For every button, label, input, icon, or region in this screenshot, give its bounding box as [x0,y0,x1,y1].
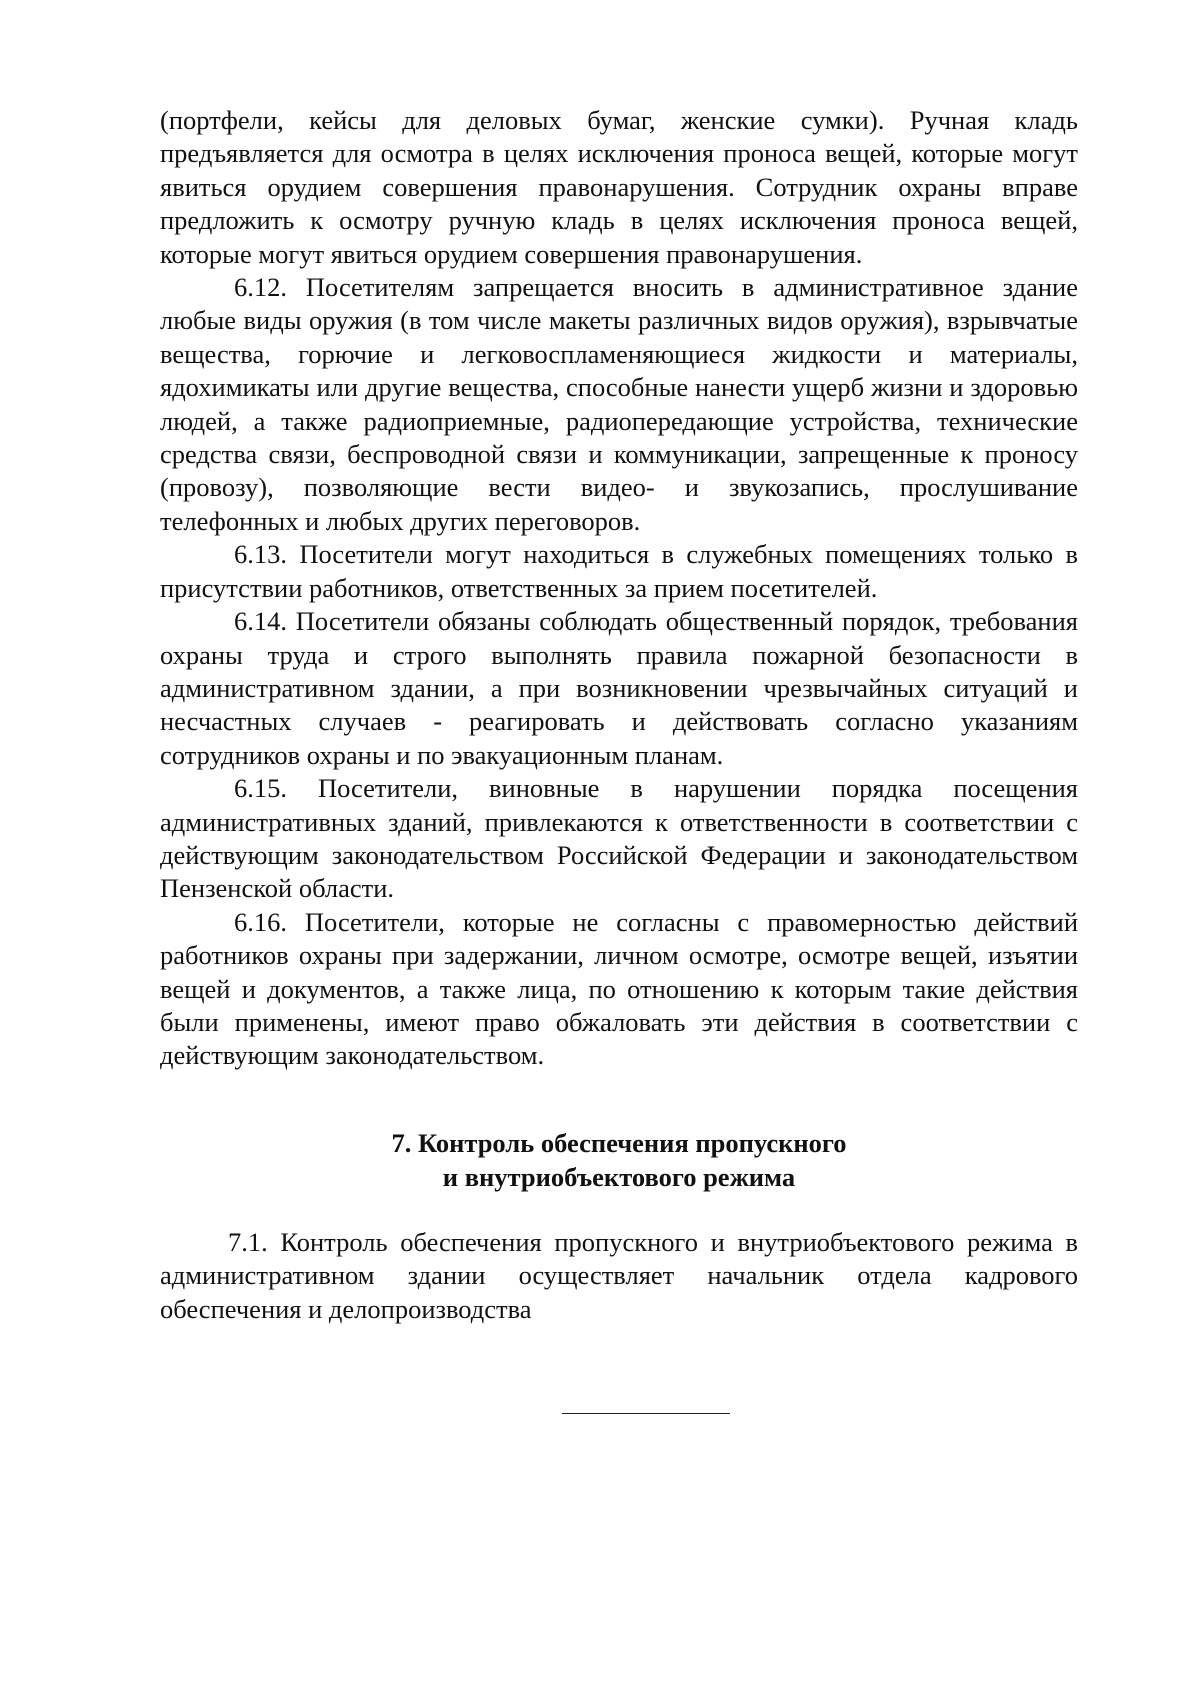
paragraph-6-14: 6.14. Посетители обязаны соблюдать общественный порядок, требования охраны труда и строго выполнять правила пожарной безопасности в административном здании, а при возникновении чрезвычайных ситуаций и несчастных случаев - реагировать и действовать согласно указаниям сотрудников охраны и по эвакуационным планам. [160,606,1078,770]
section-7-heading [160,1126,1078,1194]
paragraph-6-13: 6.13. Посетители могут находиться в служебных помещениях только в присутствии работников, ответственных за прием посетителей. [160,539,1078,603]
section-7-text [160,1226,1078,1326]
end-of-document-rule [562,1413,730,1414]
section-7-heading-line-1: 7. Контроль обеспечения пропускного [391,1128,847,1158]
section-7-heading-line-2: и внутриобъектового режима [442,1162,796,1192]
section-6-continued-text [160,104,1078,1073]
paragraph-6-12: 6.12. Посетителям запрещается вносить в административное здание любые виды оружия (в том числе макеты различных видов оружия), взрывчатые вещества, горючие и легковоспламеняющиеся жидкости и материалы, ядохимикаты или другие вещества, способные нанести ущерб жизни и здоровью людей, а также радиоприемные, радиопередающие устройства, технические средства связи, беспроводной связи и коммуникации, запрещенные к проносу (провозу), позволяющие вести видео- и звукозапись, прослушивание телефонных и любых других переговоров. [160,272,1078,536]
paragraph-6-16: 6.16. Посетители, которые не согласны с правомерностью действий работников охраны при задержании, личном осмотре, осмотре вещей, изъятии вещей и документов, а также лица, по отношению к которым такие действия были применены, имеют право обжаловать эти действия в соответствии с действующим законодательством. [160,906,1078,1071]
paragraph-7-1: 7.1. Контроль обеспечения пропускного и внутриобъектового режима в административном здании осуществляет начальник отдела кадрового обеспечения и делопроизводства [160,1227,1078,1324]
paragraph-6-15: 6.15. Посетители, виновные в нарушении порядка посещения административных зданий, привлекаются к ответственности в соответствии с действующим законодательством Российской Федерации и законодательством Пензенской области. [160,773,1078,904]
paragraph-hand-luggage: (портфели, кейсы для деловых бумаг, женские сумки). Ручная кладь предъявляется для осмотра в целях исключения проноса вещей, которые могут явиться орудием совершения правонарушения. Сотрудник охраны вправе предложить к осмотру ручную кладь в целях исключения проноса вещей, которые могут явиться орудием совершения правонарушения. [160,105,1078,269]
